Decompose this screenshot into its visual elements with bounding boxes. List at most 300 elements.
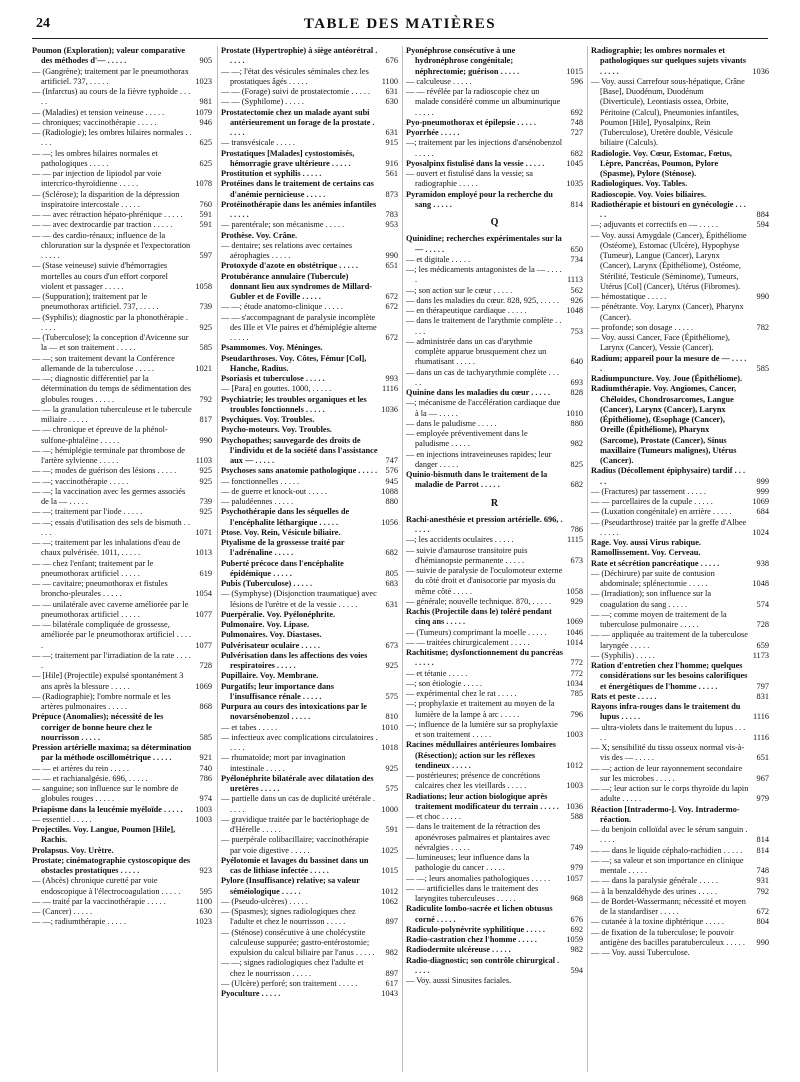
entry-text: — — appliquée au traitement de la tuberculose laryngée . . . . . (591, 630, 748, 650)
index-entry (32, 477, 212, 487)
entry-text: — —; leur action sur le corps thyroïde du lapin adulte . . . . . (591, 784, 749, 804)
entry-text: — suivie d'amaurose transitoire puis d'hémianopsie permanente . . . . . (406, 545, 528, 565)
entry-text: — postérieures; présence de concrétions calcaires chez les vieillards . . . . . (406, 771, 541, 791)
entry-page-number: 684 (756, 507, 769, 517)
entry-text: Psychothérapie dans les séquelles de l'encéphalite léthargique . . . . . (221, 507, 350, 527)
index-entry (221, 231, 398, 241)
index-entry (221, 723, 398, 733)
index-column-3 (402, 46, 583, 1072)
entry-page-number: 1078 (195, 179, 212, 189)
entry-text: — —; traitement par l'irradiation de la rate . . . . . (32, 650, 191, 670)
entry-text: — puerpérale colibacillaire; vaccinothérapie par voie digestive . . . . . (221, 835, 369, 855)
index-entry (591, 784, 769, 805)
entry-page-number: 999 (756, 486, 769, 496)
index-entry (221, 774, 398, 795)
entry-text: — de guerre et knock-out . . . . . (221, 486, 327, 496)
entry-page-number: 651 (385, 261, 398, 271)
index-entry (406, 874, 583, 884)
entry-text: Radiumthérapie. Voy. Angiomes, Cancer, Chéloïdes, Chondrosarcomes, Langue (Cancer), Larynx (Cancer), Larynx (Épithéliome), Œsophage (Cancer), Oreille (Épithéliome), Pharynx (Sarcome), Prostate (Cancer), Sinus maxillaire (Tumeurs malignes), Utérus (Cancer). (591, 384, 737, 465)
index-entry (32, 108, 212, 118)
entry-text: Rachi-anesthésie et pression artérielle. 696, . . . . . (406, 514, 563, 534)
index-entry (591, 333, 769, 354)
index-entry (221, 108, 398, 139)
index-entry (32, 620, 212, 651)
index-entry (406, 159, 583, 169)
index-entry (406, 337, 583, 368)
index-entry (591, 538, 769, 548)
index-entry (32, 671, 212, 692)
entry-text: —; adjuvants et correctifs en — . . . . . (591, 220, 718, 230)
entry-page-number: 1069 (566, 617, 583, 627)
index-entry (406, 388, 583, 398)
entry-text: — transvésicale . . . . . (221, 138, 295, 148)
entry-page-number: 619 (199, 568, 212, 578)
entry-text: Rachitisme; dysfonctionnement du pancréas . . . . . (406, 648, 563, 668)
index-entry (32, 538, 212, 559)
index-entry (221, 538, 398, 559)
entry-text: — administrée dans un cas d'arythmie complète apparue brusquement chez un rhumatisant . . . . . (406, 336, 547, 367)
entry-text: Psoriasis et tuberculose . . . . . (221, 374, 325, 383)
entry-page-number: 772 (570, 668, 583, 678)
index-entry (406, 607, 583, 628)
index-entry (406, 169, 583, 190)
entry-text: — — s'accompagnant de paralysie incomplète des IIIe et VIe paires et d'hémiplégie alterne . . . . . (221, 312, 377, 342)
index-entry (32, 374, 212, 405)
index-entry (406, 566, 583, 597)
entry-text: —; prophylaxie et traitement au moyen de la lumière de la lampe à arc . . . . . (406, 699, 555, 719)
index-entry (406, 118, 583, 128)
index-entry (221, 302, 398, 312)
entry-text: Pyoculture . . . . . (221, 989, 281, 998)
entry-page-number: 921 (199, 753, 212, 763)
entry-page-number: 676 (570, 914, 583, 924)
index-entry (221, 507, 398, 528)
entry-page-number: 817 (199, 415, 212, 424)
entry-text: — (Tumeurs) comprimant la moelle . . . . . (406, 627, 547, 637)
entry-text: — infectieux avec complications circulatoires . . . . . (221, 732, 378, 752)
entry-text: — —; sa valeur et son importance en clinique mentale . . . . . (591, 855, 744, 875)
index-entry (406, 398, 583, 419)
entry-text: — paludéennes . . . . . (221, 497, 294, 506)
entry-page-number: 1069 (752, 497, 769, 506)
entry-page-number: 1103 (195, 456, 212, 465)
index-entry (221, 610, 398, 620)
entry-page-number: 925 (199, 507, 212, 517)
index-entry (406, 812, 583, 822)
index-entry (591, 487, 769, 497)
entry-page-number: 747 (385, 456, 398, 465)
index-column-4 (587, 46, 769, 1072)
entry-page-number: 596 (570, 76, 583, 86)
entry-text: Radiographie; les ombres normales et pathologiques sur quelques sujets vivants . . . . . (591, 46, 747, 76)
entry-page-number: 749 (570, 842, 583, 852)
entry-page-number: 814 (570, 199, 583, 209)
index-entry (32, 231, 212, 262)
entry-page-number: 734 (570, 254, 583, 264)
entry-page-number: 625 (199, 158, 212, 168)
index-entry (406, 976, 583, 986)
index-entry (32, 313, 212, 334)
entry-page-number: 1014 (566, 637, 583, 647)
entry-page-number: 1113 (567, 275, 583, 285)
index-entry (591, 856, 769, 877)
index-entry (221, 753, 398, 774)
index-entry (591, 518, 769, 539)
entry-text: Ration d'entretien chez l'homme; quelques considérations sur les besoins calorifiques et énergétiques de l'homme . . . . . (591, 661, 748, 691)
entry-text: — — Voy. aussi Tuberculose. (591, 948, 690, 957)
entry-text: — (Pseudo-ulcères) . . . . . (221, 896, 308, 906)
entry-text: — —; traitement par l'iode . . . . . (32, 507, 143, 517)
entry-page-number: 1056 (381, 517, 398, 527)
entry-text: Pyo-pneumothorax et épilepsie . . . . . (406, 117, 536, 127)
index-entry (591, 630, 769, 651)
index-entry (221, 46, 398, 67)
entry-text: — lumineuses; leur influence dans la pathologie du cancer . . . . . (406, 853, 530, 873)
entry-text: — — traité par la vaccinothérapie . . . . . (32, 896, 166, 906)
entry-page-number: 990 (385, 251, 398, 260)
index-entry (32, 764, 212, 774)
entry-page-number: 1071 (195, 527, 212, 537)
index-entry (591, 466, 769, 487)
entry-page-number: 873 (385, 189, 398, 199)
entry-text: — Voy. aussi Amygdale (Cancer), Épithéliome (Ostéome), Estomac (Ulcère), Hypophyse (Tumeur), Langue (Cancer), Larynx (Cancer), Larynx (Épithéliome), Ostéome, Stérilité, Testicule (Séminome), Tumeurs, Utérus [Col] (Cancer), Utérus (Fibromes). (591, 230, 747, 291)
index-entry (221, 241, 398, 262)
entry-page-number: 884 (756, 210, 769, 219)
entry-page-number: 575 (385, 784, 398, 793)
page-number: 24 (36, 16, 50, 31)
entry-text: — et tétanie . . . . . (406, 668, 468, 678)
entry-page-number: 783 (385, 210, 398, 219)
entry-page-number: 591 (199, 220, 212, 230)
index-entry (406, 956, 583, 977)
index-entry (32, 333, 212, 354)
index-entry (406, 925, 583, 935)
entry-text: Radiations; leur action biologique après traitement modificateur du terrain . . . . . (406, 791, 559, 811)
index-entry (221, 641, 398, 651)
index-entry (221, 138, 398, 148)
index-entry (591, 179, 769, 189)
entry-page-number: 796 (570, 709, 583, 719)
entry-page-number: 753 (570, 326, 583, 336)
entry-text: Pulmonaires. Voy. Diastases. (221, 630, 322, 640)
index-entry (406, 306, 583, 316)
section-letter: Q (490, 217, 499, 228)
entry-page-number: 631 (385, 599, 398, 609)
index-entry (221, 425, 398, 435)
index-entry (32, 354, 212, 375)
entry-text: Radiothérapie et bistouri en gynécologie . . . . . (591, 199, 746, 219)
entry-text: — générale; nouvelle technique. 870, . . . . . (406, 596, 552, 606)
entry-text: — employée préventivement dans le paludisme . . . . . (406, 429, 528, 449)
entry-text: — ultra-violets dans le traitement du lupus . . . . . (591, 722, 746, 742)
entry-page-number: 585 (199, 343, 212, 353)
index-entry (406, 470, 583, 491)
entry-page-number: 1023 (195, 76, 212, 86)
entry-text: — — chez l'enfant; traitement par le pneumothorax artificiel . . . . . (32, 558, 154, 578)
index-entry (406, 904, 583, 925)
entry-page-number: 792 (199, 394, 212, 404)
entry-page-number: 676 (385, 56, 398, 66)
entry-page-number: 1036 (381, 404, 398, 414)
entry-text: —; les médicaments antagonistes de la — . . . . . (406, 265, 562, 285)
entry-text: Pression artérielle maxima; sa détermination par la méthode oscillométrique . . . . . (32, 743, 192, 763)
index-entry (221, 651, 398, 672)
entry-text: — —; action de leur rayonnement secondaire sur les microbes . . . . . (591, 763, 743, 783)
entry-text: Ramollissement. Voy. Cerveau. (591, 548, 701, 558)
entry-page-number: 785 (570, 689, 583, 698)
entry-text: — et choc . . . . . (406, 812, 461, 821)
index-entry (406, 429, 583, 450)
index-entry (591, 548, 769, 558)
index-entry (32, 190, 212, 211)
entry-page-number: 1024 (752, 527, 769, 537)
index-entry (32, 907, 212, 917)
entry-page-number: 925 (385, 661, 398, 670)
entry-page-number: 597 (199, 251, 212, 260)
entry-text: — — unilatérale avec caverne améliorée par le pneumothorax artificiel . . . . . (32, 599, 189, 619)
entry-text: — (Syphilis) . . . . . (591, 650, 655, 660)
entry-text: — sanguine; son influence sur le nombre de globules rouges . . . . . (32, 784, 179, 804)
index-entry (406, 515, 583, 536)
entry-page-number: 804 (756, 917, 769, 927)
entry-text: Ptyalisme de la grossesse traité par l'adrénaline . . . . . (221, 538, 345, 558)
entry-text: Radius (Décollement épiphysaire) tardif . . . . . (591, 466, 746, 486)
index-entry (591, 723, 769, 744)
entry-text: — Voy. aussi Carrefour sous-hépatique, Crâne [Base], Duodénum, Duodénum (Diverticule), Leontiasis ossea, Orbite, Péritoine (Calcul), Pneumonies infantiles, Poumon [Hile], Pyosalpinx, Rein (Tuberculose), Uretère double, Vésicule biliaire (Calculs). (591, 76, 745, 148)
entry-page-number: 974 (199, 794, 212, 804)
entry-page-number: 561 (385, 169, 398, 178)
index-entry (591, 77, 769, 149)
entry-text: Rats et peste . . . . . (591, 691, 657, 701)
entry-page-number: 1058 (566, 586, 583, 596)
entry-text: —; son étiologie . . . . . (406, 678, 483, 688)
entry-text: — essentiel . . . . . (32, 814, 92, 824)
entry-text: — — traitées chirurgicalement . . . . . (406, 637, 530, 647)
entry-text: Projectiles. Voy. Langue, Poumon [Hile], Rachis. (32, 825, 176, 845)
index-entry (32, 405, 212, 426)
entry-text: — — et rachianalgésie. 696, . . . . . (32, 773, 148, 783)
index-entry (591, 702, 769, 723)
index-entry (32, 87, 212, 108)
entry-text: Racines médullaires antérieures lombaires (Résection); action sur les réflexes tendineux . . . . . (406, 740, 557, 770)
index-entry (221, 395, 398, 416)
entry-page-number: 562 (570, 285, 583, 295)
entry-text: Prothèse. Voy. Crâne. (221, 230, 298, 240)
entry-page-number: 591 (385, 825, 398, 834)
index-entry (406, 546, 583, 567)
entry-text: Quinio-bismuth dans le traitement de la maladie de Parrot . . . . . (406, 470, 548, 490)
entry-text: — dans le traitement de l'arythmie complète . . . . . (406, 316, 562, 336)
entry-page-number: 990 (756, 292, 769, 301)
entry-page-number: 792 (756, 886, 769, 896)
entry-text: Radiculo-polynévrite syphilitique . . . . . (406, 924, 545, 934)
index-entry (591, 825, 769, 846)
index-entry (221, 374, 398, 384)
entry-page-number: 828 (570, 388, 583, 397)
entry-text: — (Suppuration); traitement par le pneumothorax artificiel. 737, . . . . . (32, 292, 159, 312)
entry-page-number: 683 (385, 579, 398, 588)
entry-page-number: 673 (570, 555, 583, 565)
entry-page-number: 925 (199, 476, 212, 486)
entry-page-number: 588 (570, 812, 583, 821)
entry-text: — — parcellaires de la cupule . . . . . (591, 497, 713, 506)
entry-text: Protubérance annulaire (Tubercule) donnant lieu aux syndromes de Millard-Gubler et de Foville . . . . . (221, 271, 373, 301)
entry-page-number: 630 (385, 97, 398, 107)
entry-page-number: 990 (756, 937, 769, 947)
entry-text: — (Tuberculose); la conception d'Avicenne sur la — et son traitement . . . . . (32, 333, 189, 353)
entry-text: — dans le paludisme . . . . . (406, 418, 497, 428)
entry-page-number: 1115 (567, 535, 583, 545)
entry-text: — (Symphyse) (Disjonction traumatique) avec lésions de l'urètre et de la vessie . . . . . (221, 589, 377, 609)
index-entry (32, 425, 212, 446)
entry-text: Radio-castration chez l'homme . . . . . (406, 935, 537, 944)
entry-page-number: 968 (570, 894, 583, 903)
entry-page-number: 1018 (381, 743, 398, 752)
index-entry (221, 220, 398, 230)
index-entry (591, 569, 769, 590)
index-entry (591, 897, 769, 918)
index-entry (221, 487, 398, 497)
entry-page-number: 1173 (752, 650, 769, 660)
index-entry (32, 805, 212, 815)
entry-text: Pubis (Tuberculose) . . . . . (221, 579, 313, 588)
entry-page-number: 925 (199, 466, 212, 476)
entry-page-number: 672 (385, 333, 398, 342)
entry-text: — Voy. aussi Sinusites faciales. (406, 976, 512, 985)
index-entry (32, 712, 212, 743)
entry-text: — (Cancer) . . . . . (32, 907, 93, 916)
entry-page-number: 999 (756, 476, 769, 486)
entry-text: Rage. Voy. aussi Virus rabique. (591, 538, 701, 547)
index-entry (406, 265, 583, 286)
entry-text: Quinidine; recherches expérimentales sur la — . . . . . (406, 234, 562, 254)
entry-text: Quinine dans les maladies du cœur . . . . . (406, 388, 550, 397)
index-entry (406, 679, 583, 689)
entry-text: Pupillaire. Voy. Membrane. (221, 671, 319, 681)
entry-text: Radiologiques. Voy. Tables. (591, 179, 688, 189)
entry-text: Radiodermite ulcéreuse . . . . . (406, 945, 511, 955)
index-entry (591, 323, 769, 333)
entry-text: — — avec rétraction hépato-phrénique . . . . . (32, 210, 183, 219)
index-entry (591, 149, 769, 180)
index-entry (221, 466, 398, 476)
entry-text: Radioscopie. Voy. Voies biliaires. (591, 189, 707, 199)
entry-text: Pylore (Insuffisance) relative; sa valeur séméiologique . . . . . (221, 876, 360, 896)
index-entry (406, 255, 583, 265)
index-entry (221, 87, 398, 97)
entry-page-number: 929 (570, 596, 583, 606)
index-entry (32, 743, 212, 764)
index-entry (32, 600, 212, 621)
index-entry (32, 917, 212, 927)
entry-text: — — chronique et épreuve de la phénol-sulfone-phtaléine . . . . . (32, 425, 168, 445)
entry-page-number: 797 (756, 681, 769, 691)
entry-page-number: 728 (756, 620, 769, 629)
entry-page-number: 748 (756, 866, 769, 875)
index-entry (591, 46, 769, 77)
entry-text: — — la granulation tuberculeuse et le tubercule miliaire . . . . . (32, 404, 192, 424)
entry-page-number: 740 (199, 763, 212, 773)
index-entry (591, 190, 769, 200)
index-entry (221, 589, 398, 610)
entry-page-number: 1069 (195, 681, 212, 691)
index-entry (406, 771, 583, 792)
entry-page-number: 831 (756, 691, 769, 701)
index-entry (406, 792, 583, 813)
entry-text: Pyélotomie et lavages du bassinet dans un cas de lithiase infectée . . . . . (221, 855, 369, 875)
entry-text: — —; l'état des vésicules séminales chez les prostatiques âgés . . . . . (221, 66, 369, 86)
index-entry (406, 296, 583, 306)
entry-page-number: 915 (385, 138, 398, 148)
entry-text: — calculeuse . . . . . (406, 76, 472, 86)
index-entry (221, 200, 398, 221)
index-entry (591, 917, 769, 927)
entry-page-number: 1100 (195, 896, 212, 906)
index-entry (591, 651, 769, 661)
index-entry (32, 507, 212, 517)
entry-text: Purgatifs; leur importance dans l'insuffisance rénale . . . . . (221, 681, 335, 701)
entry-page-number: 923 (199, 866, 212, 875)
entry-text: — —; étude anatomo-clinique . . . . . (221, 302, 343, 312)
index-entry (32, 128, 212, 149)
entry-text: Puberté précoce dans l'encéphalite épidémique . . . . . (221, 558, 344, 578)
entry-text: Prostate; cinématographie cystoscopique des obstacles prostatiques . . . . . (32, 855, 191, 875)
entry-page-number: 1035 (566, 179, 583, 189)
entry-text: — en injections intraveineuses rapides; leur danger . . . . . (406, 449, 552, 469)
entry-text: — —; radiumthérapie . . . . . (32, 917, 127, 927)
index-entry (221, 815, 398, 836)
entry-page-number: 1077 (195, 640, 212, 650)
index-entry (221, 97, 398, 107)
index-entry (221, 477, 398, 487)
entry-page-number: 682 (570, 148, 583, 158)
entry-page-number: 631 (385, 87, 398, 96)
entry-text: — — et artères du rein . . . . . (32, 763, 129, 773)
entry-page-number: 1046 (566, 627, 583, 637)
index-entry (221, 733, 398, 754)
index-entry (221, 671, 398, 681)
entry-text: — de fixation de la tuberculose; le pouvoir antigène des bacilles paratuberculeux . . . . . (591, 927, 745, 947)
entry-text: Prolapsus. Voy. Urètre. (32, 845, 114, 855)
entry-page-number: 786 (570, 525, 583, 534)
index-entry (591, 200, 769, 221)
entry-page-number: 760 (199, 199, 212, 209)
index-entry (406, 648, 583, 669)
index-entry (32, 815, 212, 825)
entry-page-number: 682 (570, 480, 583, 490)
entry-text: Protoxyde d'azote en obstétrique . . . . . (221, 261, 358, 271)
entry-text: — — cavitaire; pneumothorax et fistules broncho-pleurales . . . . . (32, 579, 168, 599)
index-entry (32, 466, 212, 476)
entry-text: Prostitution et syphilis . . . . . (221, 169, 322, 178)
index-entry (406, 689, 583, 699)
entry-text: — —; son traitement devant la Conférence allemande de la tuberculose . . . . . (32, 353, 175, 373)
page-header (32, 12, 768, 39)
index-entry (591, 610, 769, 631)
entry-page-number: 1021 (195, 363, 212, 373)
index-entry (32, 67, 212, 88)
entry-text: — —; traitement par les inhalations d'eau de chaux pulvérisée. 1011, . . . . . (32, 538, 181, 558)
index-entry (221, 67, 398, 88)
index-entry (32, 692, 212, 713)
entry-text: — suivie de paralysie de l'oculomoteur externe du côté droit et d'anisocorie par myosis du même côté . . . . . (406, 566, 563, 596)
entry-text: Psychiques. Voy. Troubles. (221, 415, 315, 424)
entry-text: Psychoses sans anatomie pathologique . . . . . (221, 466, 378, 476)
entry-text: — dans les maladies du cœur. 828, 925, . . . . . (406, 295, 560, 305)
index-entry (406, 234, 583, 255)
entry-text: — [Para] en gouttes. 1000, . . . . . (221, 384, 332, 394)
index-entry (591, 661, 769, 692)
